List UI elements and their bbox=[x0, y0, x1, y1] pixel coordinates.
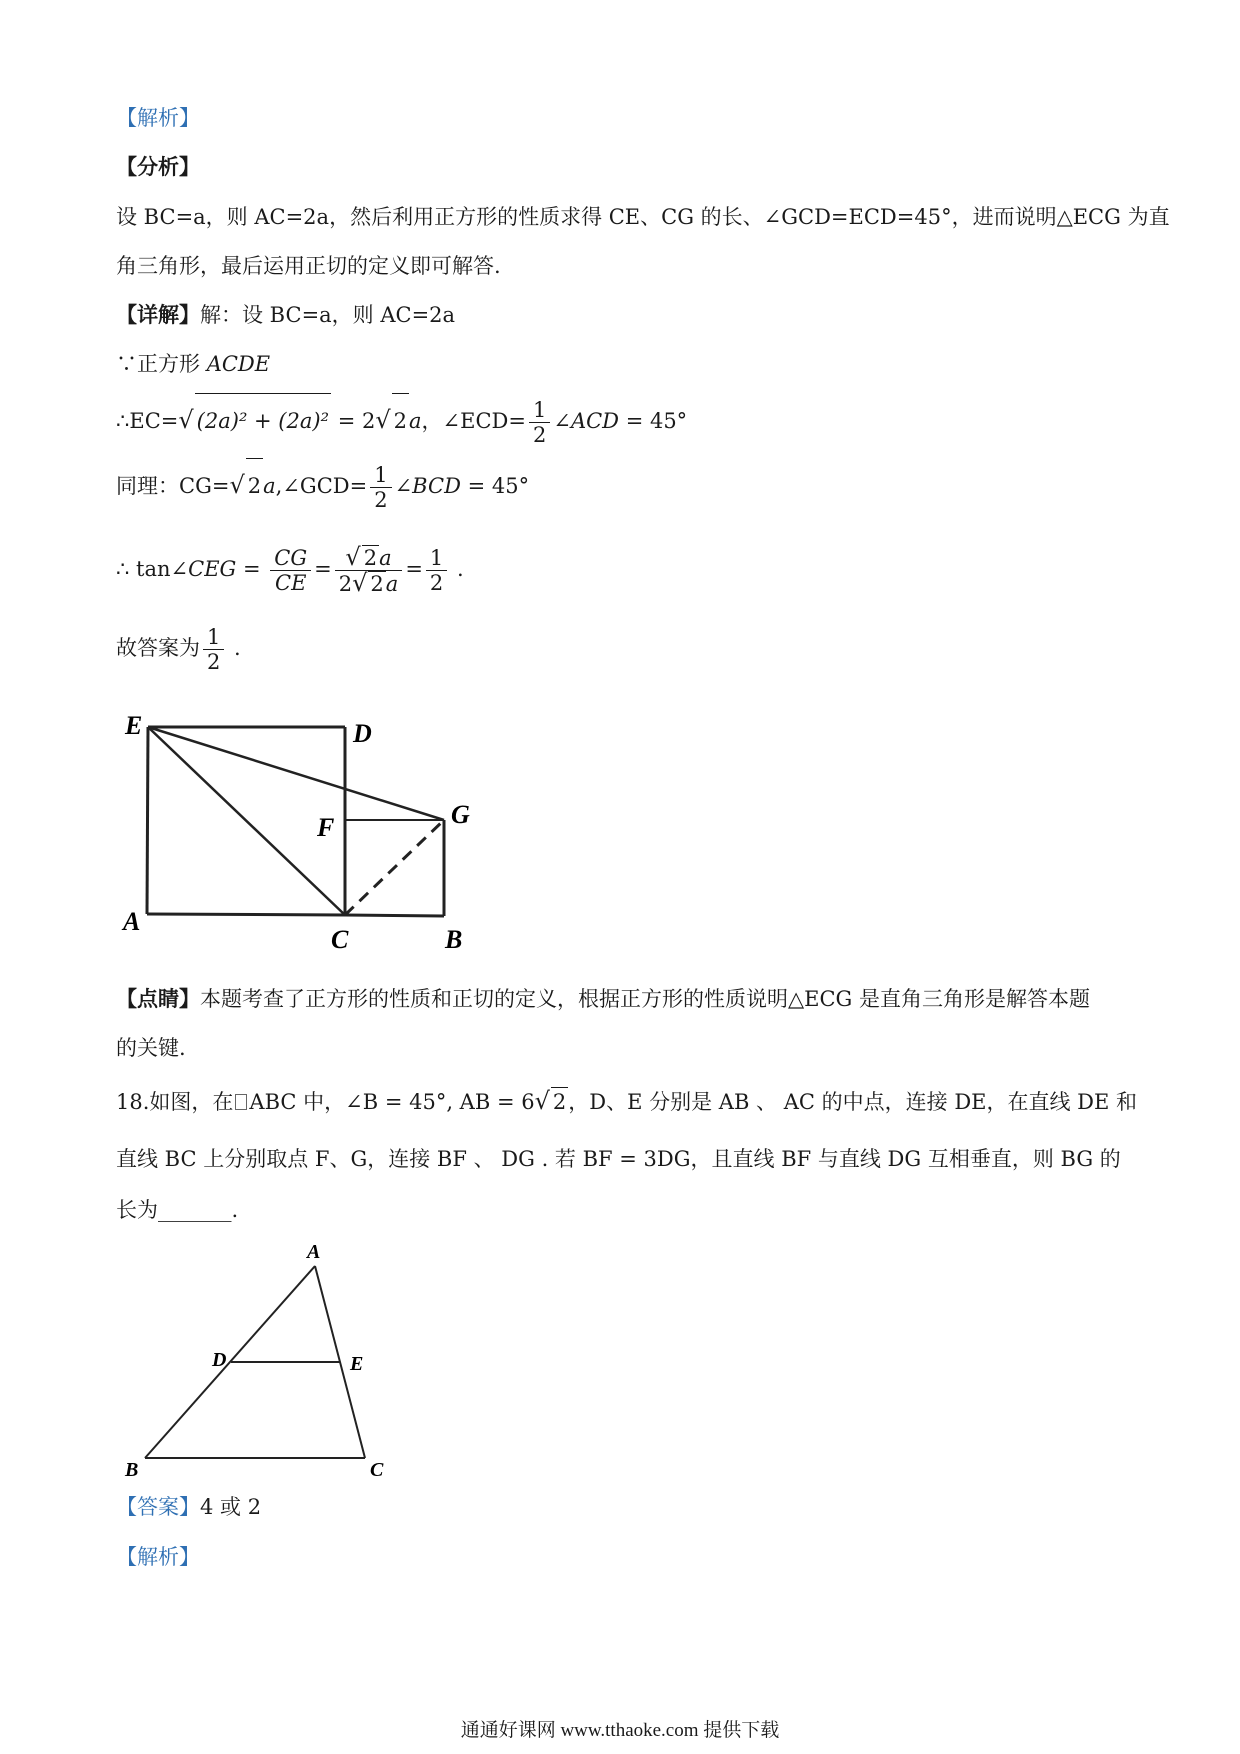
comment-line-1: 【点睛】本题考查了正方形的性质和正切的定义，根据正方形的性质说明△ECG 是直角三角形是解答本题 bbox=[116, 986, 1090, 1011]
step-square: ∵正方形 ACDE bbox=[116, 352, 271, 376]
label-a: A bbox=[123, 907, 141, 936]
segment-ac bbox=[147, 914, 345, 915]
label-b: B bbox=[445, 925, 463, 954]
segment-ea bbox=[147, 727, 148, 914]
step-tan: ∴ tan∠CEG = $\frac{CG}{CE}$ = $\frac{√ 2a}{2√ 2a}$ = $\frac{1}{2}$ . bbox=[116, 543, 464, 597]
fraction-sqrt: $\frac{√ 2a}{2√ 2a}$ bbox=[335, 545, 403, 596]
triangle-figure bbox=[115, 1240, 405, 1480]
segment-cg-dashed bbox=[345, 820, 444, 915]
detail-label: 【详解】 bbox=[116, 302, 200, 327]
question-18-line-2: 直线 BC 上分别取点 F、G，连接 BF 、 DG . 若 BF = 3DG，且直线 BF 与直线 DG 互相垂直，则 BG 的 bbox=[116, 1147, 1121, 1171]
label-c: C bbox=[331, 925, 349, 954]
fraction-result: $\frac{1}{2}$ bbox=[426, 546, 447, 595]
step-cg: 同理：CG=√ 2a,∠GCD= $\frac{1}{2}$ ∠BCD = 45° bbox=[116, 458, 529, 512]
label-c: C bbox=[370, 1459, 384, 1480]
label-d: D bbox=[212, 1349, 227, 1371]
square-name: ACDE bbox=[206, 352, 271, 376]
radical-sign: √ bbox=[178, 406, 194, 434]
segment-cb bbox=[345, 915, 444, 916]
answer-line: 故答案为 $\frac{1}{2}$ . bbox=[116, 625, 241, 674]
triangle-symbol bbox=[235, 1094, 247, 1110]
footer-source: 通通好课网 www.tthaoke.com 提供下载 bbox=[460, 1720, 780, 1741]
detail-line bbox=[116, 301, 455, 329]
fraction-half: $\frac{1}{2}$ bbox=[529, 398, 550, 447]
section-jiexi-label-2: 【解析】 bbox=[116, 1545, 200, 1569]
segment-ec bbox=[148, 727, 345, 915]
segment-eg bbox=[148, 727, 444, 820]
section-fenxi-label: 【分析】 bbox=[116, 154, 200, 179]
because-symbol: ∵ bbox=[116, 352, 137, 376]
detail-text: 解：设 BC=a，则 AC=2a bbox=[200, 303, 456, 327]
label-e: E bbox=[125, 711, 143, 740]
section-jiexi-label: 【解析】 bbox=[116, 106, 200, 130]
label-b: B bbox=[125, 1459, 139, 1480]
fraction-half: $\frac{1}{2}$ bbox=[370, 463, 391, 512]
comment-label: 【点睛】 bbox=[116, 986, 200, 1011]
radicand: (2a)² + (2a)² bbox=[195, 393, 331, 448]
square-figure bbox=[115, 690, 495, 960]
answer-18-line bbox=[116, 1493, 261, 1521]
label-a: A bbox=[307, 1241, 321, 1263]
label-f: F bbox=[317, 813, 335, 842]
analysis-line-1: 设 BC=a，则 AC=2a，然后利用正方形的性质求得 CE、CG 的长、∠GCD=ECD=45°，进而说明△ECG 为直 bbox=[116, 205, 1170, 229]
fraction-cg-ce: $\frac{CG}{CE}$ bbox=[270, 546, 311, 595]
analysis-line-2: 角三角形，最后运用正切的定义即可解答. bbox=[116, 254, 501, 278]
answer-value: 4 或 2 bbox=[200, 1495, 262, 1519]
answer-label: 【答案】 bbox=[116, 1495, 200, 1519]
label-e: E bbox=[350, 1353, 364, 1375]
step-ec: ∴EC=√ (2a)² + (2a)² = 2√ 2a，∠ECD= $\frac{1}{2}$ ∠ACD = 45° bbox=[116, 393, 687, 447]
therefore-symbol: ∴ bbox=[116, 409, 130, 433]
label-d: D bbox=[353, 719, 372, 748]
label-g: G bbox=[451, 800, 470, 829]
comment-line-2: 的关键. bbox=[116, 1036, 186, 1060]
question-18-line-3: 长为_______. bbox=[116, 1198, 239, 1222]
fraction-answer: $\frac{1}{2}$ bbox=[203, 625, 224, 674]
question-18-line-1: 18.如图，在 ABC 中，∠B = 45°, AB = 6√ 2，D、E 分别是 AB 、 AC 的中点，连接 DE，在直线 DE 和 bbox=[116, 1087, 1137, 1115]
